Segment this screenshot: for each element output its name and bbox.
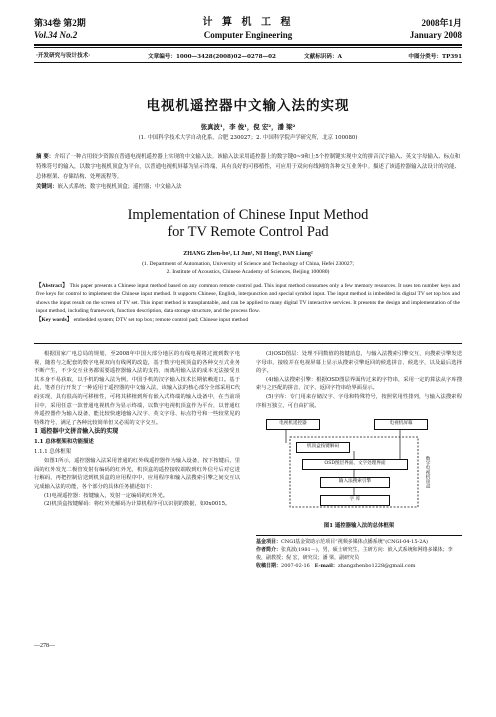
header-rule-thin: [34, 47, 462, 48]
figure-box-decode: 机顶盒按键解码: [296, 442, 350, 453]
abstract-en-text: This paper presents a Chinese input method based on any common remote control pad. This input method consumes only a few memory resources. It uses ten number keys and five keys for control to implement the Chinese input method. It supports Chinese, English, interpunction and special symbol input. The input method is imbedded in digital TV set top box and shows the input result on the screen of TV set. This input method is transplantable, and can be applied to many digital TV interactive services. It presents the design and implementation of the input method, including framework, function description, data storage structure, and the process flow.: [36, 283, 460, 315]
journal-en: Computer Engineering: [203, 30, 293, 40]
fund-label: 基金项目：: [256, 539, 282, 545]
figure-label-set-top-box: 数字电视机顶盒: [424, 439, 432, 505]
item-2-paragraph: (2)机顶盒按键解码：将红外光解码为计算机程序可以识别的数据，如0x0015。: [44, 501, 231, 508]
item-3-paragraph: (3)OSD图层：处理不同数值的按键消息，与输入法搜索引擎交互，向搜索引擎发送字母串，接收并在电视屏幕上显示从搜索引擎返回的候选拼音、候选字，以及最后选择的字。: [256, 351, 462, 375]
journal-name: [160, 17, 336, 41]
page-number: —278—: [34, 643, 55, 649]
section-tag: ·开发研究与设计技术·: [36, 53, 91, 59]
abstract-cn: [36, 152, 460, 192]
title-en-line-1: Implementation of Chinese Input Method: [127, 207, 369, 223]
abstract-rule: [34, 343, 462, 344]
body-right-column: [256, 350, 462, 410]
framework-paragraph: 如图1所示，遥控器输入法采用普通的红外线遥控器作为输入设备，按下按键后，里面的红外发光二极管发射有编码的红外光，机顶盒的遥控接收端收到红外信号后对它进行解码，再把控制信送到机顶盒的应用程序中，应用程序和输入法搜索引擎之间交互以完成输入法的功能，各个部分的具体任务描述如下：: [34, 458, 240, 490]
issue-date: [410, 17, 462, 41]
title-en-line-2: for TV Remote Control Pad: [167, 224, 329, 240]
section-1-1-1-heading: 1.1.1 总体框架: [34, 448, 71, 455]
figure-box-tv-screen: 电视机屏幕: [374, 419, 428, 430]
figure-box-lib: 字 库: [320, 495, 390, 506]
figure-box-osd: OSD图层界面、文字处理界面: [302, 459, 408, 470]
figure-1: [262, 415, 458, 519]
fund-text: CNGI基金资助示范项目“视频多媒体点播系统”(CNGI-04-15-2A): [281, 539, 428, 545]
figure-box-remote: 电视机遥控器: [266, 419, 320, 430]
volume-cn: 第34卷 第2期: [34, 18, 86, 28]
keywords-cn-label: 关键词：: [36, 184, 58, 190]
footnote: [256, 538, 462, 570]
figure-box-engine: 输入法搜索引擎: [320, 477, 390, 488]
date-en: January 2008: [409, 30, 462, 40]
body-left-column: [34, 350, 240, 509]
email-address: zhangzhenbo1228@gmail.com: [337, 563, 416, 569]
abstract-cn-text: 介绍了一种占用较少资源在普通电视机遥控器上实现的中文输入法。该输入法采用遥控器上的数字键0~9和上5个控制键实现中文的拼音汉字输入、英文字母输入、标点和特殊符号的输入，以数字电视机顶盒为平台，以普通电视机屏幕为显示终端，具有良好的可移植性，可应用于双向有线网的各种交互业务中。描述了该遥控器输入法设计的功能、总体框架、存储结构、处理流程等。: [36, 154, 460, 180]
affiliation-en-line-2: 2. Institute of Acoustics, Chinese Academy of Sciences, Beijing 100080): [166, 269, 330, 275]
keywords-en: embedded system; DTV set top box; remote control pad; Chinese input method: [72, 316, 249, 323]
affiliation-cn: (1. 中国科学技术大学自动化系，合肥 230027；2. 中国科学院声学研究所，北京 100080): [138, 135, 358, 141]
affiliation-en-line-1: (1. Department of Automation, University of Science and Technology of China, Hefei 230027;: [142, 261, 354, 267]
author-bio-label: 作者简介：: [256, 547, 282, 553]
title-cn: 电视机遥控器中文输入法的实现: [146, 98, 350, 114]
item-4-paragraph: (4)输入法搜索引擎：根据OSD图层界面传过来的字符串，采用一定的算法从字库搜索与之匹配的拼音、汉字、返回字符串给界面显示。: [256, 376, 462, 392]
item-5-paragraph: (5)字库：专门用来存储汉字、字母和特殊符号，按照常用性排列，与输入法搜索程序相互独立，可自由扩展。: [256, 393, 462, 409]
date-cn: 2008年1月: [421, 18, 462, 28]
authors-cn: 张真波¹，李 俊¹，倪 宏²，潘 梁²: [200, 123, 296, 131]
header-rule-thick: [34, 44, 462, 46]
clc-number: 中图分类号：TP391: [408, 54, 462, 60]
keywords-cn: 嵌入式系统；数字电视机顶盒；遥控器；中文输入法: [57, 184, 182, 190]
item-1-paragraph: (1)电视遥控器：按键输入，发射一定编码的红外光。: [44, 492, 169, 499]
meta-rule: [34, 62, 462, 63]
section-1-1-heading: 1.1 总体框架和功能描述: [34, 438, 94, 445]
volume-en: Vol.34 No.2: [34, 30, 78, 40]
affiliation-en: [34, 260, 462, 276]
journal-cn: 计 算 机 工 程: [202, 17, 294, 28]
volume-issue: [34, 17, 86, 41]
footnote-rule: [256, 535, 462, 536]
section-1-heading: 1 遥控器中文拼音输入法的实现: [34, 428, 119, 436]
email-label: E-mail：: [314, 563, 338, 569]
abstract-cn-label: 摘 要：: [36, 154, 55, 160]
document-code: 文献标识码：A: [304, 54, 342, 60]
authors-en: ZHANG Zhen-bo¹, LI Jun¹, NI Hong², PAN Liang²: [183, 251, 313, 257]
received-label: 收稿日期：: [256, 563, 282, 569]
keywords-en-label: 【Key words】: [36, 316, 73, 323]
abstract-en-label: 【Abstract】: [36, 283, 68, 289]
abstract-en: [36, 282, 460, 324]
article-number: 文章编号：1000—3428(2008)02—0278—02: [148, 54, 276, 60]
author-bio-text: 张真波(1981－)，男，硕士研究生，主研方向：嵌入式系统和网络多媒体；李 俊，副教授；倪 宏，研究员；潘 梁，副研究员: [256, 547, 453, 561]
intro-paragraph: 根据国家广电总局的规划，至2008年中国大部分地区的有线电视将过渡到数字电视，随着与之配套的数字电视双向有线网的改造，基于数字电视顶盒的各种交互式业务不断产生，不少交互业务都需要遥控器输入法的支持，而离用输入法的成本无法接受且其本身不易获取，以手机的输入法为例，中国手机的汉字输入技术长期依赖进口。基于此，笔者自行开发了一种适用于遥控器的中文输入法，该输入法的核心部分全部采用C代码实现，具有很高的可移植性，可将其移植到所有嵌入式终端的输入设备中，在当前项目中，采用任意一款普通电视机作为显示终端，以数字电视机顶盒作为平台，以普通红外遥控器作为输入设备，能比较快速地输入汉字、英文字母、标点符号和一些较常见的特殊符号，满足了各种比较简单但又必需的文字交互。: [34, 351, 240, 426]
figure-1-caption: 图1 遥控器输入法的总体框架: [323, 523, 395, 529]
title-en: [34, 207, 462, 241]
received-date: 2007-02-16: [281, 563, 310, 569]
